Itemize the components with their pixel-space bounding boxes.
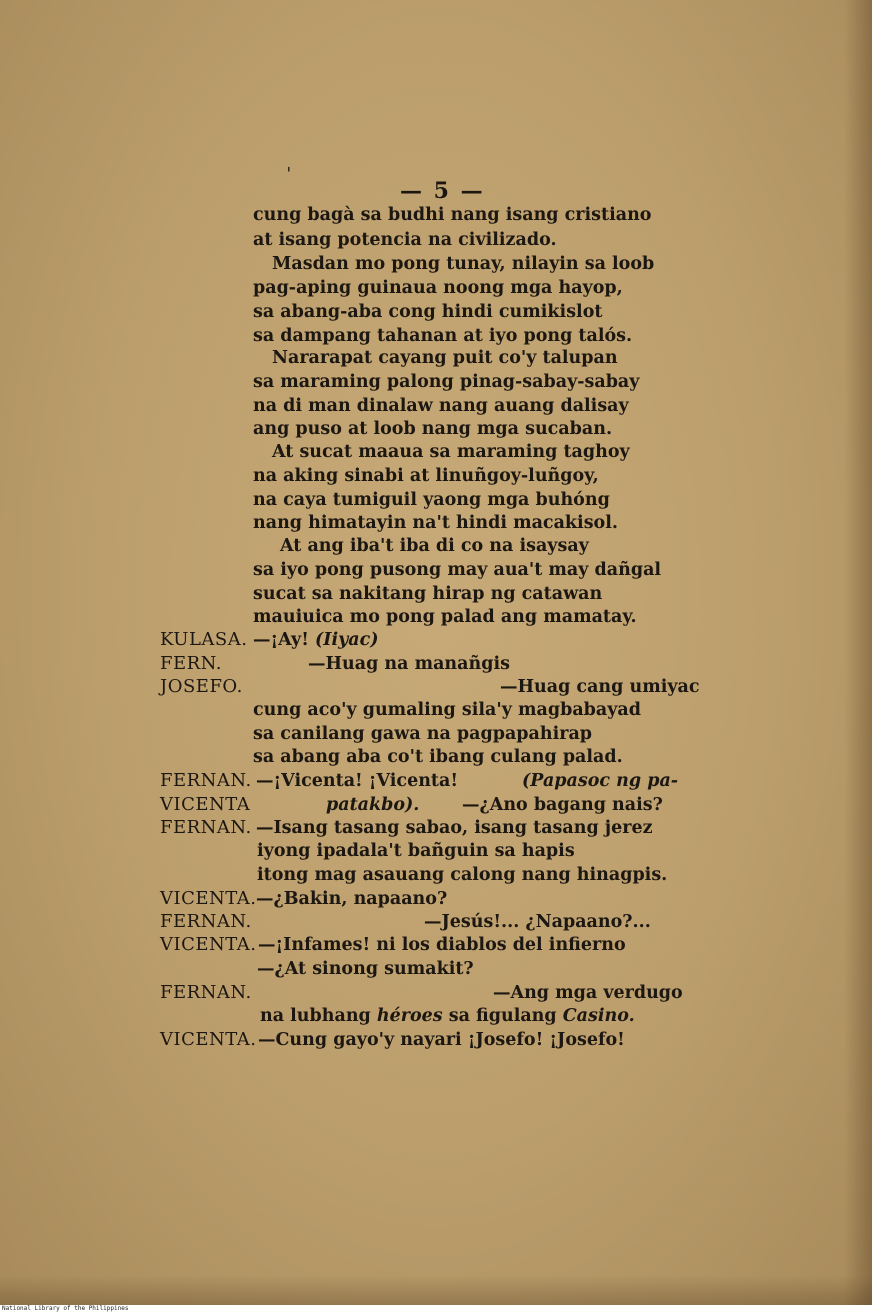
verse-line: sa iyo pong pusong may aua't may dañgal [253,560,662,580]
verse-line: at isang potencia na civilizado. [253,230,557,250]
verse-line: mauiuica mo pong palad ang mamatay. [253,607,637,627]
dialogue-line: —Cung gayo'y nayari ¡Josefo! ¡Josefo! [258,1030,625,1050]
verse-line: sa abang aba co't ibang culang palad. [253,747,623,767]
italic-word: héroes [376,1006,443,1026]
dialogue-line: —¿Ano bagang nais? [462,795,663,815]
verse-line: sa canilang gawa na pagpapahirap [253,724,593,744]
speaker-name: VICENTA. [160,934,257,955]
dialogue-line: —¿At sinong sumakit? [257,959,474,979]
verse-line: na aking sinabi at linuñgoy-luñgoy, [253,466,599,486]
verse-line: itong mag asauang calong nang hinagpis. [257,865,668,885]
stage-direction: (Papasoc ng pa- [522,771,679,791]
page-number: — 5 — [400,178,485,204]
verse-line: ang puso at loob nang mga sucaban. [253,419,613,439]
speaker-name: FERNAN. [160,911,252,932]
verse-line: sa abang-aba cong hindi cumikislot [253,302,603,322]
dialogue-line: —Huag na manañgis [308,654,510,674]
verse-line: na di man dinalaw nang auang dalisay [253,396,629,416]
dialogue-line [260,1005,635,1027]
stage-direction: (Iiyac) [315,630,379,650]
verse-line: sa maraming palong pinag-sabay-sabay [253,372,640,392]
dialogue-line: —Jesús!... ¿Napaano?... [424,912,651,932]
speaker-name: VICENTA. [160,1029,257,1050]
speaker-name: FERNAN. [160,982,252,1003]
verse-line: sa dampang tahanan at iyo pong talós. [253,326,633,346]
speaker-name: VICENTA. [160,888,257,909]
ink-speck: ˌ [286,150,292,174]
verse-line: sucat sa nakitang hirap ng catawan [253,584,603,604]
speaker-name: FERN. [160,653,223,674]
verse-line: nang himatayin na't hindi macakisol. [253,513,618,533]
library-footer: National Library of the Philippines [0,1305,872,1313]
dialogue-line: —Ang mga verdugo [493,983,683,1003]
speaker-name: JOSEFO. [160,676,243,697]
speaker-name: FERNAN. [160,817,252,838]
verse-line: Nararapat cayang puit co'y talupan [272,348,618,368]
dialogue-line: —Isang tasang sabao, isang tasang jerez [256,818,653,838]
dialogue-text: sa figulang [442,1006,563,1026]
speaker-name: VICENTA [160,794,251,815]
verse-line: cung aco'y gumaling sila'y magbabayad [253,700,641,720]
stage-direction: patakbo). [326,795,420,815]
dialogue-line: —¿Bakin, napaano? [256,889,448,909]
speaker-name: FERNAN. [160,770,252,791]
verse-line: pag-aping guinaua noong mga hayop, [253,278,623,298]
dialogue-text: na lubhang [260,1006,377,1026]
verse-line: Masdan mo pong tunay, nilayin sa loob [272,254,655,274]
verse-line: na caya tumiguil yaong mga buhóng [253,490,610,510]
verse-line: At ang iba't iba di co na isaysay [280,536,589,556]
italic-word: Casino. [562,1006,635,1026]
dialogue-line: —¡Vicenta! ¡Vicenta! [256,771,459,791]
page-bottom-shadow [0,1275,872,1305]
verse-line: iyong ipadala't bañguin sa hapis [257,841,575,861]
dialogue-text: —¡Ay! [253,630,315,650]
speaker-name: KULASA. [160,629,248,650]
dialogue-line: —¡Infames! ni los diablos del infierno [258,935,626,955]
page-edge-shadow [844,0,872,1305]
dialogue-line [253,629,379,651]
verse-line: At sucat maaua sa maraming taghoy [272,442,630,462]
verse-line: cung bagà sa budhi nang isang cristiano [253,205,652,225]
dialogue-line: —Huag cang umiyac [500,677,700,697]
